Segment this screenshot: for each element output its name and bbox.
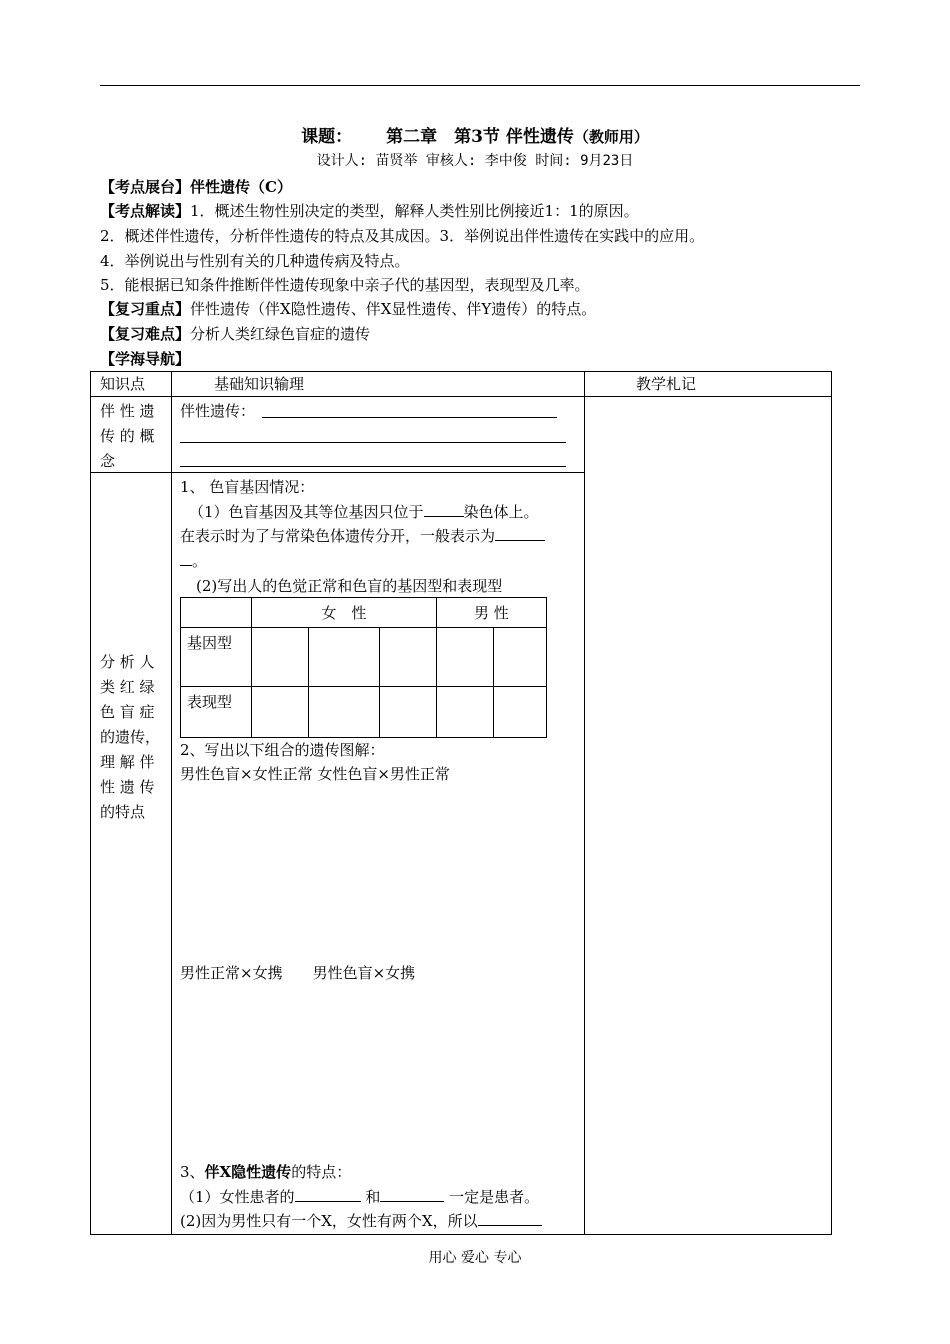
- title-prefix: 课题：: [301, 127, 353, 147]
- intro-line-7: 【复习难点】分析人类红绿色盲症的遗传: [100, 325, 371, 343]
- table-border-left: [90, 371, 91, 1235]
- intro-line-4: 4．举例说出与性别有关的几种遗传病及特点。: [100, 252, 410, 270]
- phenotype-cell[interactable]: [252, 687, 309, 738]
- row2-topic: 分 析 人 类 红 绿 色 盲 症 的遗传， 理 解 伴 性 遗 传 的特点: [100, 653, 161, 821]
- title-main: 第二章 第3节 伴性遗传: [386, 127, 574, 147]
- genotype-cell[interactable]: [379, 628, 436, 687]
- header-notes: 教学札记: [636, 375, 697, 393]
- notation-blank-1[interactable]: [495, 540, 545, 541]
- row1-topic: 伴 性 遗 传 的 概 念: [100, 402, 155, 470]
- table-row1-bottom: [90, 472, 584, 473]
- item1-title: 1、 色盲基因情况：: [180, 478, 315, 496]
- page-title: [0, 122, 950, 147]
- chromosome-blank[interactable]: [424, 516, 464, 517]
- item4-title: 3、伴X隐性遗传的特点：: [180, 1163, 352, 1181]
- intro-line-3: 2．概述伴性遗传，分析伴性遗传的特点及其成因。3．举例说出伴性遗传在实践中的应用。: [100, 227, 705, 245]
- table-border-right: [831, 371, 832, 1235]
- intro-line-2: 【考点解读】1．概述生物性别决定的类型，解释人类性别比例接近1：1的原因。: [100, 202, 639, 220]
- title-suffix: （教师用）: [573, 128, 649, 146]
- item1b: 在表示时为了与常染色体遗传分开，一般表示为: [180, 524, 545, 549]
- genotype-cell[interactable]: [493, 628, 546, 687]
- item1c: 。: [180, 549, 207, 574]
- female-header: 女 性: [252, 598, 436, 628]
- table-col-divider-1: [171, 371, 172, 1235]
- table-col-divider-2: [584, 371, 585, 1235]
- phenotype-cell[interactable]: [493, 687, 546, 738]
- item1a: （1）色盲基因及其等位基因只位于 染色体上。: [189, 503, 539, 521]
- row1-blank-1[interactable]: [262, 417, 557, 418]
- notation-blank-2[interactable]: [180, 565, 192, 566]
- author-meta: 设计人: 苗贤举 审核人: 李中俊 时间: 9月23日: [316, 153, 634, 169]
- phenotype-cell[interactable]: [436, 687, 493, 738]
- male-header: 男 性: [436, 598, 546, 628]
- genotype-cell[interactable]: [252, 628, 309, 687]
- phenotype-label: 表现型: [181, 687, 252, 738]
- genotype-label: 基因型: [181, 628, 252, 687]
- genotype-cell[interactable]: [309, 628, 379, 687]
- row1-blank-3[interactable]: [180, 466, 566, 467]
- table-header-bottom: [90, 396, 832, 397]
- item4b: (2)因为男性只有一个X，女性有两个X，所以: [180, 1209, 542, 1234]
- genotype-table: [180, 597, 547, 738]
- header-content: 基础知识输理: [214, 375, 305, 393]
- intro-line-1: 【考点展台】伴性遗传（C）: [100, 178, 292, 196]
- intro-line-5: 5．能根据已知条件推断伴性遗传现象中亲子代的基因型，表现型及几率。: [100, 276, 590, 294]
- item4a: （1）女性患者的 和 一定是患者。: [180, 1188, 540, 1206]
- top-rule: [100, 85, 860, 86]
- item4a-blank-2[interactable]: [380, 1201, 444, 1202]
- item4a-blank-1[interactable]: [295, 1201, 361, 1202]
- cross-pair-1: 男性色盲×女性正常 女性色盲×男性正常: [180, 765, 450, 783]
- header-topic: 知识点: [100, 375, 146, 393]
- genotype-cell[interactable]: [436, 628, 493, 687]
- row1-blank-2[interactable]: [180, 442, 566, 443]
- item3-title: 2、写出以下组合的遗传图解：: [180, 741, 385, 759]
- cross-pair-2: 男性正常×女携 男性色盲×女携: [180, 964, 416, 982]
- phenotype-cell[interactable]: [379, 687, 436, 738]
- genotype-table-corner: [181, 598, 252, 628]
- item2-title: (2)写出人的色觉正常和色盲的基因型和表现型: [196, 577, 503, 595]
- phenotype-cell[interactable]: [309, 687, 379, 738]
- intro-line-6: 【复习重点】伴性遗传（伴X隐性遗传、伴X显性遗传、伴Y遗传）的特点。: [100, 300, 597, 318]
- page-footer: 用心 爱心 专心: [428, 1250, 522, 1266]
- intro-line-8: 【学海导航】: [100, 350, 191, 368]
- item4b-blank[interactable]: [478, 1225, 542, 1226]
- row1-content-label: 伴性遗传：: [180, 402, 256, 420]
- table-border-bottom: [90, 1234, 832, 1235]
- table-border-top: [90, 371, 832, 372]
